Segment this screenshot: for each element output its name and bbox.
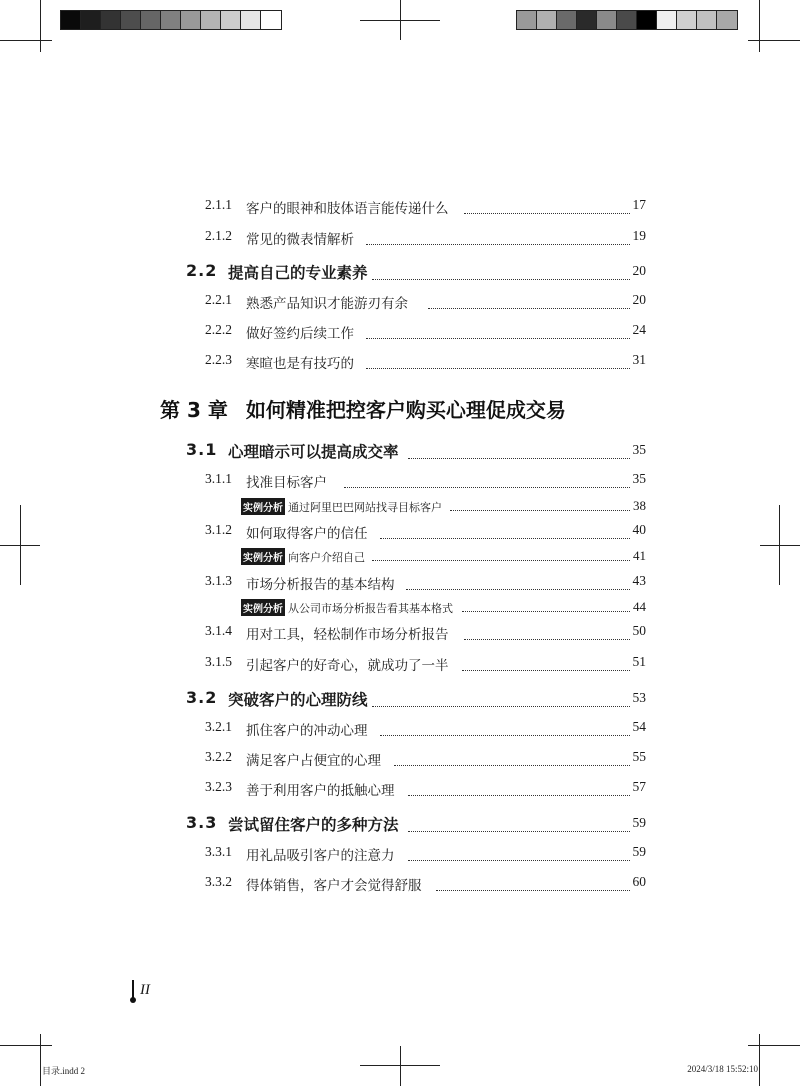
- entry-title: 找准目标客户: [246, 475, 327, 490]
- section-number: 3.2: [186, 688, 218, 707]
- color-swatch: [717, 11, 737, 29]
- entry-number: 2.1.1: [205, 197, 232, 212]
- example-title: 从公司市场分析报告看其基本格式: [288, 602, 453, 615]
- entry-page: 44: [633, 599, 646, 614]
- color-swatch: [161, 11, 181, 29]
- entry-page: 41: [633, 548, 646, 563]
- entry-page: 35: [632, 442, 646, 457]
- color-swatch: [597, 11, 617, 29]
- color-swatch: [517, 11, 537, 29]
- crop-mark: [40, 1034, 41, 1086]
- entry-page: 51: [632, 654, 646, 669]
- dot-leader: [366, 338, 630, 339]
- crop-mark: [759, 0, 760, 52]
- dot-leader: [366, 368, 630, 369]
- entry-title: 市场分析报告的基本结构: [246, 577, 395, 592]
- dot-leader: [380, 538, 630, 539]
- dot-leader: [408, 795, 630, 796]
- dot-leader: [462, 670, 630, 671]
- color-swatch: [637, 11, 657, 29]
- entry-page: 53: [632, 690, 646, 705]
- entry-number: 3.2.3: [205, 779, 232, 794]
- registration-mark: [0, 545, 40, 546]
- color-swatch: [241, 11, 261, 29]
- dot-leader: [464, 213, 630, 214]
- entry-page: 35: [632, 471, 646, 486]
- entry-page: 59: [632, 815, 646, 830]
- entry-page: 43: [632, 573, 646, 588]
- section-title: 尝试留住客户的多种方法: [228, 816, 399, 834]
- entry-page: 59: [632, 844, 646, 859]
- crop-mark: [748, 40, 800, 41]
- dot-leader: [436, 890, 630, 891]
- entry-number: 2.2.2: [205, 322, 232, 337]
- entry-title: 常见的微表情解析: [246, 232, 354, 247]
- color-swatch: [141, 11, 161, 29]
- dot-leader: [408, 860, 630, 861]
- chapter-heading: [160, 394, 566, 423]
- crop-mark: [759, 1034, 760, 1086]
- example-title: 向客户介绍自己: [288, 551, 365, 564]
- section-number: 3.3: [186, 813, 218, 832]
- entry-title: 满足客户占便宜的心理: [246, 753, 381, 768]
- registration-mark: [400, 1046, 401, 1086]
- section-number: 3.1: [186, 440, 218, 459]
- entry-number: 3.3.2: [205, 874, 232, 889]
- color-swatch: [677, 11, 697, 29]
- entry-number: 3.1.3: [205, 573, 232, 588]
- dot-leader: [366, 244, 630, 245]
- color-swatch: [617, 11, 637, 29]
- color-swatch: [121, 11, 141, 29]
- entry-number: 3.3.1: [205, 844, 232, 859]
- entry-page: 57: [632, 779, 646, 794]
- section-number: 2.2: [186, 261, 218, 280]
- entry-page: 20: [632, 263, 646, 278]
- dot-leader: [344, 487, 630, 488]
- entry-page: 40: [632, 522, 646, 537]
- registration-mark: [760, 545, 800, 546]
- section-title: 提高自己的专业素养: [228, 264, 368, 282]
- slug-filename: 目录.indd 2: [42, 1066, 86, 1076]
- color-swatch: [181, 11, 201, 29]
- entry-page: 38: [633, 498, 646, 513]
- crop-mark: [0, 1045, 52, 1046]
- entry-page: 31: [632, 352, 646, 367]
- entry-title: 抓住客户的冲动心理: [246, 723, 368, 738]
- entry-page: 54: [632, 719, 646, 734]
- entry-title: 如何取得客户的信任: [246, 526, 368, 541]
- color-swatch: [81, 11, 101, 29]
- dot-leader: [408, 831, 630, 832]
- chapter-number: 第 3 章: [160, 398, 228, 422]
- dot-leader: [380, 735, 630, 736]
- color-swatch: [261, 11, 281, 29]
- page-number: II: [140, 982, 150, 998]
- entry-number: 3.2.2: [205, 749, 232, 764]
- entry-page: 20: [632, 292, 646, 307]
- color-bar-left: [60, 10, 282, 30]
- entry-page: 17: [632, 197, 646, 212]
- dot-leader: [394, 765, 630, 766]
- entry-page: 50: [632, 623, 646, 638]
- dot-leader: [464, 639, 630, 640]
- crop-mark: [748, 1045, 800, 1046]
- entry-number: 3.2.1: [205, 719, 232, 734]
- color-swatch: [101, 11, 121, 29]
- entry-page: 55: [632, 749, 646, 764]
- color-swatch: [657, 11, 677, 29]
- entry-title: 用礼品吸引客户的注意力: [246, 848, 395, 863]
- dot-leader: [406, 589, 630, 590]
- entry-title: 客户的眼神和肢体语言能传递什么: [246, 201, 449, 216]
- entry-title: 得体销售，客户才会觉得舒服: [246, 878, 422, 893]
- entry-page: 19: [632, 228, 646, 243]
- dot-leader: [372, 279, 630, 280]
- section-title: 心理暗示可以提高成交率: [228, 443, 399, 461]
- entry-title: 善于利用客户的抵触心理: [246, 783, 395, 798]
- example-badge: 实例分析: [241, 548, 285, 565]
- slug-datetime: 2024/3/18 15:52:10: [687, 1064, 758, 1074]
- entry-number: 2.2.3: [205, 352, 232, 367]
- color-bar-right: [516, 10, 738, 30]
- registration-mark: [360, 20, 440, 21]
- entry-title: 做好签约后续工作: [246, 326, 354, 341]
- example-title: 通过阿里巴巴网站找寻目标客户: [288, 501, 442, 514]
- entry-number: 3.1.1: [205, 471, 232, 486]
- example-badge: 实例分析: [241, 599, 285, 616]
- entry-title: 引起客户的好奇心，就成功了一半: [246, 658, 449, 673]
- dot-leader: [428, 308, 630, 309]
- entry-number: 2.2.1: [205, 292, 232, 307]
- color-swatch: [61, 11, 81, 29]
- entry-page: 24: [632, 322, 646, 337]
- color-swatch: [537, 11, 557, 29]
- entry-title: 寒暄也是有技巧的: [246, 356, 354, 371]
- crop-mark: [40, 0, 41, 52]
- folio-dot: [130, 997, 136, 1003]
- entry-number: 3.1.2: [205, 522, 232, 537]
- dot-leader: [372, 706, 630, 707]
- entry-page: 60: [632, 874, 646, 889]
- color-swatch: [557, 11, 577, 29]
- folio-bar: [132, 980, 134, 998]
- entry-number: 2.1.2: [205, 228, 232, 243]
- color-swatch: [577, 11, 597, 29]
- crop-mark: [0, 40, 52, 41]
- entry-title: 熟悉产品知识才能游刃有余: [246, 296, 408, 311]
- entry-number: 3.1.5: [205, 654, 232, 669]
- dot-leader: [372, 560, 630, 561]
- dot-leader: [450, 510, 630, 511]
- color-swatch: [201, 11, 221, 29]
- chapter-title: 如何精准把控客户购买心理促成交易: [245, 398, 566, 422]
- example-badge: 实例分析: [241, 498, 285, 515]
- registration-mark: [360, 1065, 440, 1066]
- color-swatch: [697, 11, 717, 29]
- dot-leader: [462, 611, 630, 612]
- entry-number: 3.1.4: [205, 623, 232, 638]
- color-swatch: [221, 11, 241, 29]
- section-title: 突破客户的心理防线: [228, 691, 368, 709]
- entry-title: 用对工具，轻松制作市场分析报告: [246, 627, 449, 642]
- dot-leader: [408, 458, 630, 459]
